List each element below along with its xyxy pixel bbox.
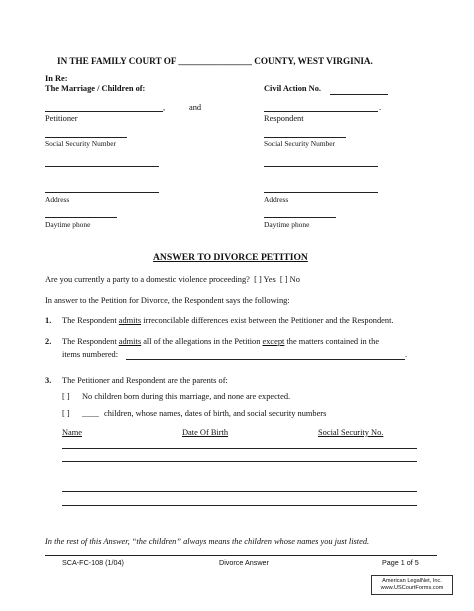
petitioner-address-line-2[interactable]	[45, 192, 159, 193]
item-2-mid: all of the allegations in the Petition	[143, 337, 261, 346]
closing-note: In the rest of this Answer, “the children” always means the children whose names you just listed.	[45, 537, 370, 546]
item-2-line2: items numbered:	[62, 350, 119, 359]
child-row-1[interactable]	[62, 448, 417, 449]
item-2-text	[62, 337, 379, 347]
petitioner-phone-label: Daytime phone	[45, 220, 91, 229]
intro-text: In answer to the Petition for Divorce, the Respondent says the following:	[45, 296, 290, 305]
and-word: and	[189, 103, 202, 112]
respondent-phone-label: Daytime phone	[264, 220, 310, 229]
civil-action-label: Civil Action No.	[264, 84, 321, 93]
petitioner-phone-field[interactable]	[45, 217, 117, 218]
item-2-end: .	[405, 350, 408, 359]
table-header-name: Name	[62, 428, 82, 437]
footer-title: Divorce Answer	[219, 558, 269, 567]
petitioner-ssn-label: Social Security Number	[45, 139, 117, 148]
footer-form-id: SCA-FC-108 (1/04)	[62, 558, 124, 567]
in-re-label: In Re:	[45, 74, 68, 83]
child-row-3[interactable]	[62, 491, 417, 492]
court-heading: IN THE FAMILY COURT OF ________________ COUNTY, WEST VIRGINIA.	[57, 56, 373, 66]
item-2-number: 2.	[45, 337, 52, 346]
item-3-text: The Petitioner and Respondent are the parents of:	[62, 376, 228, 385]
item-2-post: the matters contained in the	[286, 337, 380, 346]
item-2-admits: admits	[118, 337, 142, 346]
no-children-checkbox[interactable]: [ ]	[62, 392, 70, 401]
dv-question	[45, 275, 300, 285]
children-checkbox[interactable]: [ ]	[62, 409, 70, 418]
petitioner-address-line-1[interactable]	[45, 166, 159, 167]
petitioner-address-label: Address	[45, 195, 70, 204]
item-1-number: 1.	[45, 316, 52, 325]
petitioner-name-field[interactable]	[45, 111, 163, 112]
item-3-number: 3.	[45, 376, 52, 385]
civil-action-field[interactable]	[330, 94, 388, 95]
publisher-stamp	[371, 575, 453, 595]
children-label: children, whose names, dates of birth, and social security numbers	[104, 409, 327, 418]
child-row-2[interactable]	[62, 461, 417, 462]
petitioner-label: Petitioner	[45, 114, 78, 123]
stamp-line-2: www.USCourtForms.com	[380, 585, 444, 591]
item-2-pre: The Respondent	[62, 337, 117, 346]
dv-no-checkbox[interactable]: [ ] No	[279, 275, 300, 284]
item-1-post: irreconcilable differences exist between the Petitioner and the Respondent.	[143, 316, 394, 325]
item-1-pre: The Respondent	[62, 316, 117, 325]
respondent-address-line-1[interactable]	[264, 166, 378, 167]
respondent-ssn-label: Social Security Number	[264, 139, 336, 148]
comma-1: ,	[163, 103, 166, 112]
dv-question-text: Are you currently a party to a domestic violence proceeding?	[45, 275, 250, 284]
item-1-text	[62, 316, 394, 326]
marriage-children-label: The Marriage / Children of:	[45, 84, 146, 93]
dv-yes-checkbox[interactable]: [ ] Yes	[254, 275, 276, 284]
item-1-admits: admits	[118, 316, 142, 325]
table-header-ssn: Social Security No.	[318, 428, 384, 437]
respondent-name-field[interactable]	[264, 111, 378, 112]
item-2-except: except	[262, 337, 285, 346]
petitioner-ssn-field[interactable]	[45, 137, 127, 138]
no-children-label: No children born during this marriage, and none are expected.	[82, 392, 291, 401]
stamp-line-1: American LegalNet, Inc.	[382, 578, 442, 584]
footer-page: Page 1 of 5	[382, 558, 419, 567]
respondent-address-line-2[interactable]	[264, 192, 378, 193]
children-count-field[interactable]: ____	[82, 409, 99, 418]
respondent-phone-field[interactable]	[264, 217, 336, 218]
table-header-dob: Date Of Birth	[182, 428, 229, 437]
period-1: .	[379, 103, 382, 112]
footer-rule	[45, 555, 437, 556]
respondent-address-label: Address	[264, 195, 289, 204]
items-numbered-field[interactable]	[126, 359, 405, 360]
child-row-4[interactable]	[62, 505, 417, 506]
respondent-label: Respondent	[264, 114, 304, 123]
section-title: ANSWER TO DIVORCE PETITION	[153, 252, 308, 263]
respondent-ssn-field[interactable]	[264, 137, 346, 138]
